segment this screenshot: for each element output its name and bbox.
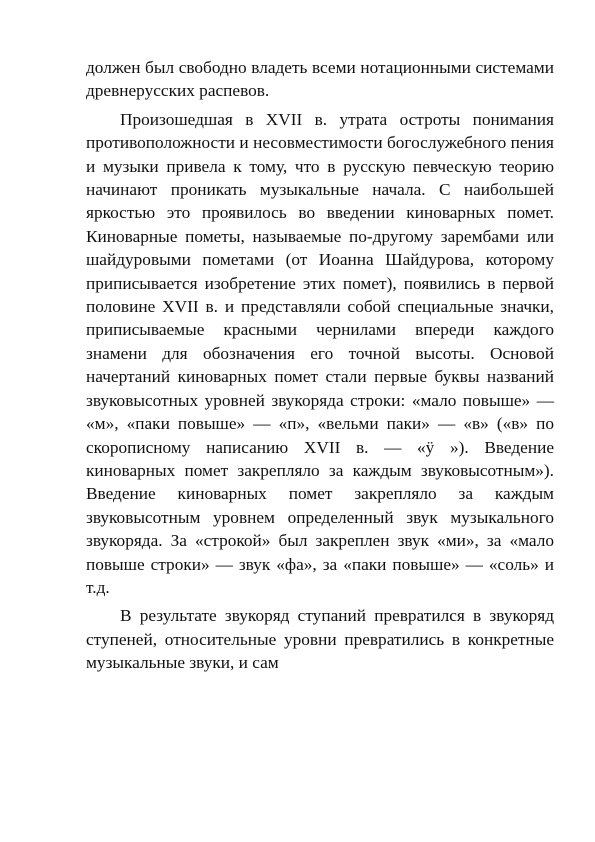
paragraph-continuation: должен был свободно владеть всеми нотационными системами древнерусских распевов. — [86, 58, 554, 101]
paragraph-result: В результате звукоряд ступаний превратился в звукоряд ступеней, относительные уровни превратились в конкретные музыкальные звуки, и сам — [86, 606, 554, 673]
paragraph-kinovar-pomety: Произошедшая в XVII в. утрата остроты понимания противоположности и несовместимости богослужебного пения и музыки привела к тому, что в русскую певческую теорию начинают проникать музыкальные начала. С наибольшей яркостью это проявилось во введении киноварных помет. Киноварные пометы, называемые по-другому зарембами или шайдуровыми пометами (от Иоанна Шайдурова, которому приписывается изобретение этих помет), появились в первой половине XVII в. и представляли собой специальные значки, приписываемые красными чернилами впереди каждого знамени для обозначения его точной высоты. Основой начертаний киноварных помет стали первые буквы названий звуковысотных уровней звукоряда строки: «мало повыше» — «м», «паки повыше» — «п», «вельми паки» — «в» («в» по скорописному написанию XVII в. — «ӱ »). Введение киноварных помет закрепляло за каждым звуковысотным»). Введение киноварных помет закрепляло за каждым звуковысотным уровнем определенный звук музыкального звукоряда. За «строкой» был закреплен звук «ми», за «мало повыше строки» — звук «фа», за «паки повыше» — «соль» и т.д. — [86, 109, 554, 597]
document-page — [86, 56, 554, 675]
